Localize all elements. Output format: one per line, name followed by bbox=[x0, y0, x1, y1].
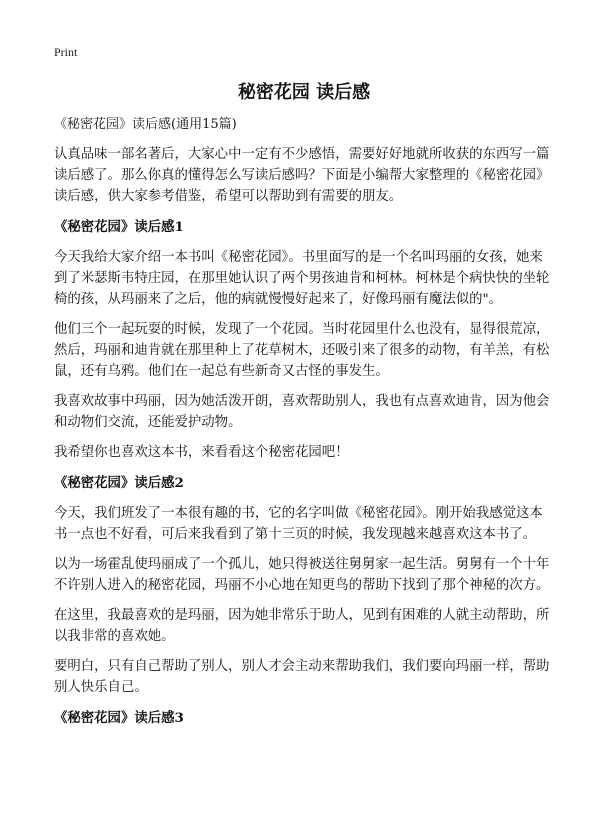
section-heading-2: 《秘密花园》读后感2 bbox=[54, 475, 184, 491]
section-heading-3: 《秘密花园》读后感3 bbox=[54, 710, 184, 726]
section-1-paragraph-2: 他们三个一起玩耍的时候，发现了一个花园。当时花园里什么也没有，显得很荒凉，然后，玛丽和迪肯就在那里种上了花草树木，还吸引来了很多的动物，有羊羔，有松鼠，还有乌鸦。他们在一起总有些新奇又古怪的事发生。 bbox=[54, 322, 550, 379]
section-1-paragraph-3: 我喜欢故事中玛丽，因为她活泼开朗，喜欢帮助别人，我也有点喜欢迪肯，因为他会和动物们交流，还能爱护动物。 bbox=[54, 394, 550, 430]
section-2-paragraph-4: 要明白，只有自己帮助了别人，别人才会主动来帮助我们，我们要向玛丽一样，帮助别人快乐自己。 bbox=[54, 659, 550, 695]
section-2-paragraph-3: 在这里，我最喜欢的是玛丽，因为她非常乐于助人，见到有困难的人就主动帮助，所以我非常的喜欢她。 bbox=[54, 608, 550, 644]
article-subtitle: 《秘密花园》读后感(通用15篇) bbox=[54, 117, 237, 132]
section-1-paragraph-1: 今天我给大家介绍一本书叫《秘密花园》。书里面写的是一个名叫玛丽的女孩，她来到了米瑟斯韦特庄园，在那里她认识了两个男孩迪肯和柯林。柯林是个病快快的坐轮椅的孩，从玛丽来了之后，他的病就慢慢好起来了，好像玛丽有魔法似的"。 bbox=[54, 250, 550, 307]
section-1-paragraph-4: 我希望你也喜欢这本书，来看看这个秘密花园吧！ bbox=[54, 445, 349, 460]
article-title: 秘密花园 读后感 bbox=[237, 82, 371, 103]
section-heading-1: 《秘密花园》读后感1 bbox=[54, 219, 184, 235]
intro-paragraph: 认真品味一部名著后，大家心中一定有不少感悟，需要好好地就所收获的东西写一篇读后感了。那么你真的懂得怎么写读后感吗？下面是小编帮大家整理的《秘密花园》读后感，供大家参考借鉴，希望可以帮助到有需要的朋友。 bbox=[54, 147, 550, 204]
section-2-paragraph-2: 以为一场霍乱使玛丽成了一个孤儿，她只得被送往舅舅家一起生活。舅舅有一个十年不许别人进入的秘密花园，玛丽不小心地在知更鸟的帮助下找到了那个神秘的次方。 bbox=[54, 557, 550, 593]
section-2-paragraph-1: 今天，我们班发了一本很有趣的书，它的名字叫做《秘密花园》。刚开始我感觉这本书一点也不好看，可后来我看到了第十三页的时候，我发现越来越喜欢这本书了。 bbox=[54, 506, 543, 542]
print-link[interactable]: Print bbox=[54, 45, 78, 59]
